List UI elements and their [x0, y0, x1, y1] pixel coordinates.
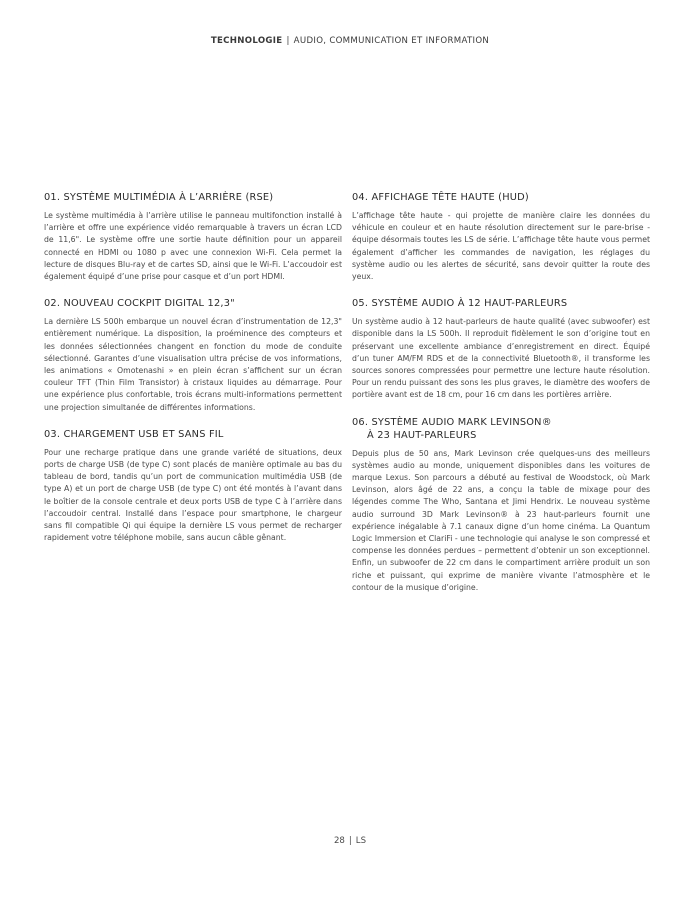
section-levinson-title-line2: À 23 HAUT-PARLEURS [367, 429, 477, 441]
section-audio12-title: 05. SYSTÈME AUDIO À 12 HAUT-PARLEURS [352, 298, 568, 310]
section-levinson-heading [352, 416, 650, 442]
section-hud-body: L’affichage tête haute - qui projette de manière claire les données du véhicule en couleur et en haute résolution directement sur le pare-brise - équipe désormais toutes les LS de série. L’affichage tête haute vous permet également d’afficher les commandes de navigation, les réglages du système audio ou les alertes de sécurité, sans devoir quitter la route des yeux. [352, 211, 650, 282]
section-audio12-body: Un système audio à 12 haut-parleurs de haute qualité (avec subwoofer) est disponible dans la LS 500h. Il reproduit fidèlement le son d’origine tout en préservant une excellente ambiance d’enregistrement en direct. Équipé d’un tuner AM/FM RDS et de la connectivité Bluetooth®, il transforme les sources sonores compressées pour permettre une lecture haute résolution. Pour un rendu puissant des sons les plus graves, le diamètre des woofers de portière avant est de 18 cm, pour 16 cm dans les portières arrière. [352, 317, 650, 400]
section-levinson [352, 416, 650, 594]
section-levinson-body: Depuis plus de 50 ans, Mark Levinson crée quelques-uns des meilleurs systèmes audio au monde, uniquement disponibles dans les voitures de marque Lexus. Son parcours a débuté au festival de Woodstock, où Mark Levinson, alors âgé de 22 ans, a conçu la table de mixage pour des légendes comme The Who, Santana et Jimi Hendrix. Le nouveau système audio surround 3D Mark Levinson® à 23 haut-parleurs fournit une expérience inégalable à 7.1 canaux digne d’un home cinéma. La Quantum Logic Immersion et ClariFi - une technologie qui analyse le son compressé et compense les données perdues – permettent d’obtenir un son exceptionnel. Enfin, un subwoofer de 22 cm dans le compartiment arrière produit un son riche et puissant, qui exprime de manière vivante l’atmosphère et le contour de la musique d’origine. [352, 448, 650, 592]
section-usb [44, 428, 342, 545]
section-rse-title: 01. SYSTÈME MULTIMÉDIA À L’ARRIÈRE (RSE) [44, 192, 274, 203]
header-category: TECHNOLOGIE [210, 36, 283, 46]
section-rse-body: Le système multimédia à l’arrière utilise le panneau multifonction installé à l’arrière et offre une expérience vidéo remarquable à travers un écran LCD de 11,6". Le système offre une sortie haute définition pour un appareil connecté en HDMI ou 1080 p avec une connexion Wi-Fi. Cela permet la lecture de disques Blu-ray et de cartes SD, ainsi que le Wi-Fi. L’accoudoir est également équipé d’une prise pour casque et d’un port HDMI. [44, 211, 342, 282]
section-audio12 [352, 297, 650, 401]
section-hud [352, 191, 650, 283]
page-footer [0, 836, 700, 846]
section-hud-title: 04. AFFICHAGE TÊTE HAUTE (HUD) [352, 192, 529, 203]
section-usb-title: 03. CHARGEMENT USB ET SANS FIL [44, 428, 224, 440]
header-subtitle: AUDIO, COMMUNICATION ET INFORMATION [293, 36, 490, 46]
header-separator: | [286, 36, 290, 46]
section-rse [44, 191, 342, 283]
section-cockpit [44, 297, 342, 414]
section-levinson-title: 06. SYSTÈME AUDIO MARK LEVINSON® [352, 416, 552, 428]
left-column [44, 191, 342, 558]
footer-model: LS [355, 836, 367, 846]
footer-separator: | [348, 836, 352, 846]
section-cockpit-title: 02. NOUVEAU COCKPIT DIGITAL 12,3" [44, 298, 235, 310]
right-column [352, 191, 650, 608]
page-number: 28 [333, 836, 345, 846]
page-header [0, 36, 700, 46]
section-cockpit-body: La dernière LS 500h embarque un nouvel écran d’instrumentation de 12,3" entièrement numérique. La disposition, la proéminence des compteurs et les données sélectionnées changent en fonction du mode de conduite sélectionné. Garantes d’une visualisation ultra précise de vos informations, les animations « Omotenashi » en plein écran s’affichent sur un écran couleur TFT (Thin Film Transistor) à cristaux liquides au démarrage. Pour une expérience plus confortable, trois écrans multi-informations permettent une projection simultanée de différentes informations. [44, 317, 342, 412]
section-usb-body: Pour une recharge pratique dans une grande variété de situations, deux ports de charge USB (de type C) sont placés de manière optimale au bas du tableau de bord, tandis qu’un port de communication multimédia USB (de type A) et un port de charge USB (de type C) ont été montés à l’avant dans le boîtier de la console centrale et deux ports USB de type C à l’arrière dans l’accoudoir central. Installé dans l’espace pour smartphone, le chargeur sans fil compatible Qi qui équipe la dernière LS vous permet de recharger rapidement votre téléphone mobile, sans aucun câble gênant. [44, 447, 342, 543]
